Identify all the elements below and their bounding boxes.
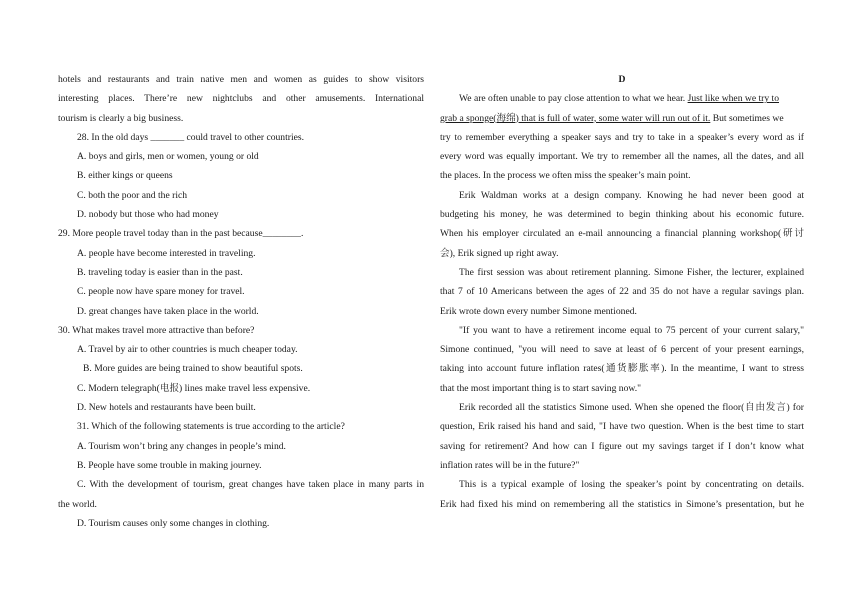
passage-line: The first session was about retirement planning. Simone Fisher, the lecturer, explained xyxy=(459,266,804,278)
option-30b: B. More guides are being trained to show beautiful spots. xyxy=(83,363,303,375)
passage-line: every word was equally important. We try to remember all the names, all the dates, and all xyxy=(440,151,804,163)
right-column xyxy=(440,70,804,514)
underlined-text: Just like when we try to xyxy=(687,93,779,105)
passage-line: taking into account future inflation rates(通货膨胀率). In the meantime, I want to stress xyxy=(440,363,804,375)
option-31b: B. People have some trouble in making journey. xyxy=(77,459,262,471)
option-31a: A. Tourism won’t bring any changes in people’s mind. xyxy=(77,440,286,452)
passage-line: 会), Erik signed up right away. xyxy=(440,247,559,259)
option-31c: C. With the development of tourism, great changes have taken place in many parts in xyxy=(77,479,424,491)
underlined-text: grab a sponge(海绵) that is full of water, some water will run out of it. xyxy=(440,112,711,124)
passage-line: Simone continued, "you will need to save at least of 6 percent of your present earnings, xyxy=(440,344,804,356)
passage-d-heading: D xyxy=(618,74,626,85)
passage-text: But sometimes we xyxy=(710,112,784,124)
passage-text: We are often unable to pay close attention to what we hear. xyxy=(459,93,688,105)
left-column xyxy=(58,70,424,533)
question-29: 29. More people travel today than in the past because________. xyxy=(58,228,304,240)
option-29b: B. traveling today is easier than in the past. xyxy=(77,266,243,278)
passage-line xyxy=(440,109,804,128)
passage-line: inflation rates will be in the future?" xyxy=(440,459,580,471)
passage-line: question, Erik raised his hand and said, "I have two question. When is the best time to start xyxy=(440,421,804,433)
option-31d: D. Tourism causes only some changes in clothing. xyxy=(77,517,270,529)
passage-line: the places. In the process we often miss the speaker’s main point. xyxy=(440,170,691,182)
passage-line: try to remember everything a speaker says and try to take in a speaker’s every word as if xyxy=(440,131,804,143)
question-31: 31. Which of the following statements is true according to the article? xyxy=(77,421,345,433)
passage-line: tourism is clearly a big business. xyxy=(58,112,184,124)
passage-line: This is a typical example of losing the speaker’s point by concentrating on details. xyxy=(459,479,804,491)
option-30d: D. New hotels and restaurants have been built. xyxy=(77,402,256,414)
option-31c-continued: the world. xyxy=(58,498,97,510)
passage-line: that 7 of 10 Americans between the ages of 22 and 35 do not have a regular savings plan. xyxy=(440,286,804,298)
passage-line: When his employer circulated an e-mail announcing a financial planning workshop(研讨 xyxy=(440,228,804,240)
passage-line: Erik wrote down every number Simone mentioned. xyxy=(440,305,637,317)
passage-line: hotels and restaurants and train native men and women as guides to show visitors xyxy=(58,74,424,85)
passage-line: interesting places. There’re new nightclubs and other amusements. International xyxy=(58,93,424,105)
option-28a: A. boys and girls, men or women, young or old xyxy=(77,151,259,163)
passage-line xyxy=(440,89,804,108)
passage-line: that the most important thing is to start saving now." xyxy=(440,382,642,394)
passage-line: "If you want to have a retirement income equal to 75 percent of your current salary," xyxy=(459,324,804,336)
question-30: 30. What makes travel more attractive than before? xyxy=(58,324,255,336)
passage-line: saving for retirement? And how can I figure out my savings target if I don’t know what xyxy=(440,440,804,452)
passage-line: Erik had fixed his mind on remembering all the statistics in Simone’s presentation, but he xyxy=(440,498,804,510)
option-29d: D. great changes have taken place in the world. xyxy=(77,305,259,317)
option-30c: C. Modern telegraph(电报) lines make travel less expensive. xyxy=(77,382,311,394)
option-28c: C. both the poor and the rich xyxy=(77,189,188,201)
passage-line: Erik Waldman works at a design company. Knowing he had never been good at xyxy=(459,189,804,201)
option-29a: A. people have become interested in traveling. xyxy=(77,247,256,259)
option-28d: D. nobody but those who had money xyxy=(77,209,219,221)
option-28b: B. either kings or queens xyxy=(77,170,173,182)
passage-line: Erik recorded all the statistics Simone used. When she opened the floor(自由发言) for xyxy=(459,402,804,414)
question-28: 28. In the old days _______ could travel to other countries. xyxy=(77,131,305,143)
option-29c: C. people now have spare money for travel. xyxy=(77,286,245,298)
passage-line: budgeting his money, he was determined to begin thinking about his economic future. xyxy=(440,209,804,221)
option-30a: A. Travel by air to other countries is much cheaper today. xyxy=(77,344,298,356)
